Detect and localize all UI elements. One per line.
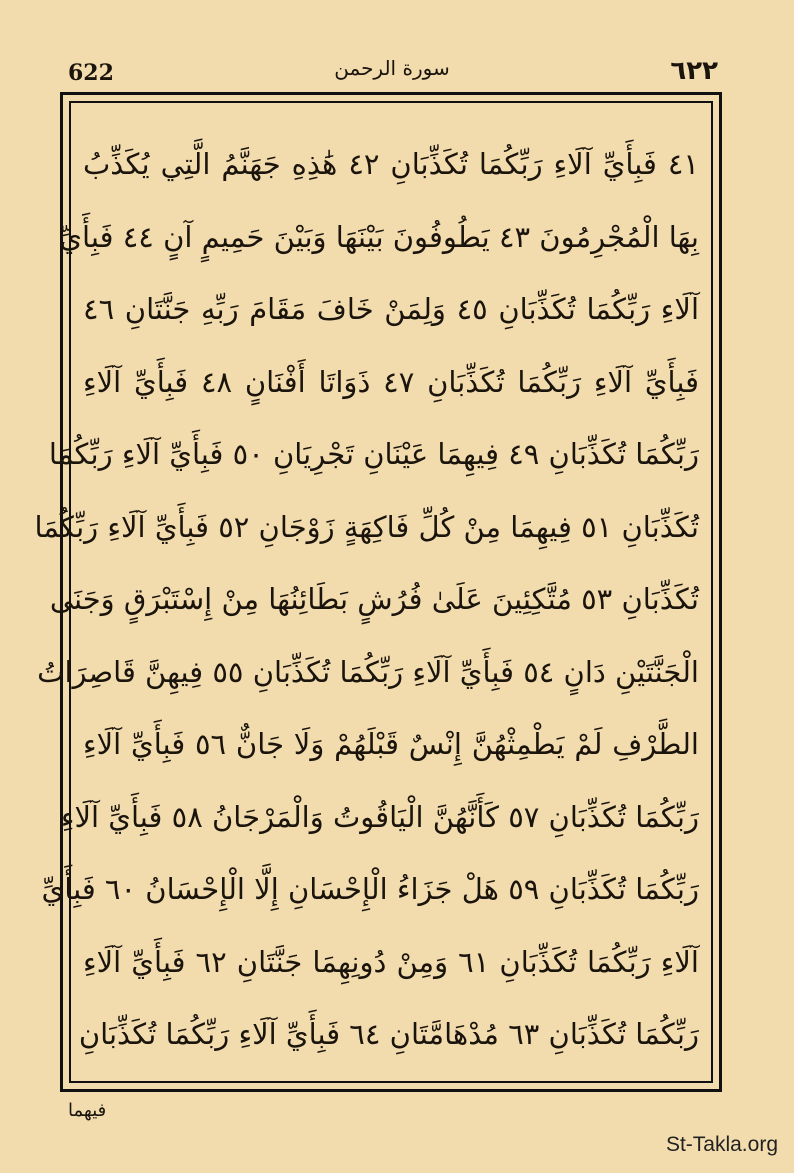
page-frame-inner bbox=[34, 101, 713, 1083]
verse-line-12: آلَاءِ رَبِّكُمَا تُكَذِّبَانِ ٦١ وَمِنْ دُونِهِمَا جَنَّتَانِ ٦٢ فَبِأَيِّ آلَاءِ bbox=[83, 944, 699, 979]
surah-title: سورة الرحمن bbox=[334, 56, 450, 80]
catchword: فيهما bbox=[68, 1100, 107, 1121]
verse-line-6: تُكَذِّبَانِ ٥١ فِيهِمَا مِنْ كُلِّ فَاكِهَةٍ زَوْجَانِ ٥٢ فَبِأَيِّ آلَاءِ رَبِّكُمَا bbox=[34, 509, 699, 544]
verse-line-4: فَبِأَيِّ آلَاءِ رَبِّكُمَا تُكَذِّبَانِ ٤٧ ذَوَاتَا أَفْنَانٍ ٤٨ فَبِأَيِّ آلَاءِ bbox=[83, 364, 699, 399]
page-number-latin: 622 bbox=[68, 60, 114, 86]
page-header bbox=[60, 54, 724, 88]
verse-line-8: الْجَنَّتَيْنِ دَانٍ ٥٤ فَبِأَيِّ آلَاءِ رَبِّكُمَا تُكَذِّبَانِ ٥٥ فِيهِنَّ قَاصِرَاتُ bbox=[37, 654, 699, 689]
verse-line-3: آلَاءِ رَبِّكُمَا تُكَذِّبَانِ ٤٥ وَلِمَنْ خَافَ مَقَامَ رَبِّهِ جَنَّتَانِ ٤٦ bbox=[83, 292, 700, 326]
watermark: St-Takla.org bbox=[665, 1133, 778, 1156]
verse-line-13: رَبِّكُمَا تُكَذِّبَانِ ٦٣ مُدْهَامَّتَانِ ٦٤ فَبِأَيِّ آلَاءِ رَبِّكُمَا تُكَذِّبَانِ bbox=[78, 1017, 699, 1051]
page-number-arabic: ٦٢٢ bbox=[670, 56, 718, 86]
verse-line-2: بِهَا الْمُجْرِمُونَ ٤٣ يَطُوفُونَ بَيْنَهَا وَبَيْنَ حَمِيمٍ آنٍ ٤٤ فَبِأَيِّ bbox=[59, 219, 699, 254]
verse-line-11: رَبِّكُمَا تُكَذِّبَانِ ٥٩ هَلْ جَزَاءُ الْإِحْسَانِ إِلَّا الْإِحْسَانُ ٦٠ فَبِأَيِّ bbox=[41, 872, 699, 906]
verse-line-1: ٤١ فَبِأَيِّ آلَاءِ رَبِّكُمَا تُكَذِّبَانِ ٤٢ هَٰذِهِ جَهَنَّمُ الَّتِي يُكَذِّبُ bbox=[83, 147, 699, 181]
verse-line-7: تُكَذِّبَانِ ٥٣ مُتَّكِئِينَ عَلَىٰ فُرُشٍ بَطَائِنُهَا مِنْ إِسْتَبْرَقٍ وَجَنَى bbox=[49, 582, 699, 616]
verse-line-5: رَبِّكُمَا تُكَذِّبَانِ ٤٩ فِيهِمَا عَيْنَانِ تَجْرِيَانِ ٥٠ فَبِأَيِّ آلَاءِ رَبِّكُمَا bbox=[48, 437, 699, 471]
verse-line-9: الطَّرْفِ لَمْ يَطْمِثْهُنَّ إِنْسٌ قَبْلَهُمْ وَلَا جَانٌّ ٥٦ فَبِأَيِّ آلَاءِ bbox=[83, 727, 699, 761]
page-frame bbox=[34, 92, 722, 1092]
verse-line-10: رَبِّكُمَا تُكَذِّبَانِ ٥٧ كَأَنَّهُنَّ الْيَاقُوتُ وَالْمَرْجَانُ ٥٨ فَبِأَيِّ آلَاءِ bbox=[60, 799, 699, 834]
verse-text-block bbox=[34, 133, 700, 1065]
